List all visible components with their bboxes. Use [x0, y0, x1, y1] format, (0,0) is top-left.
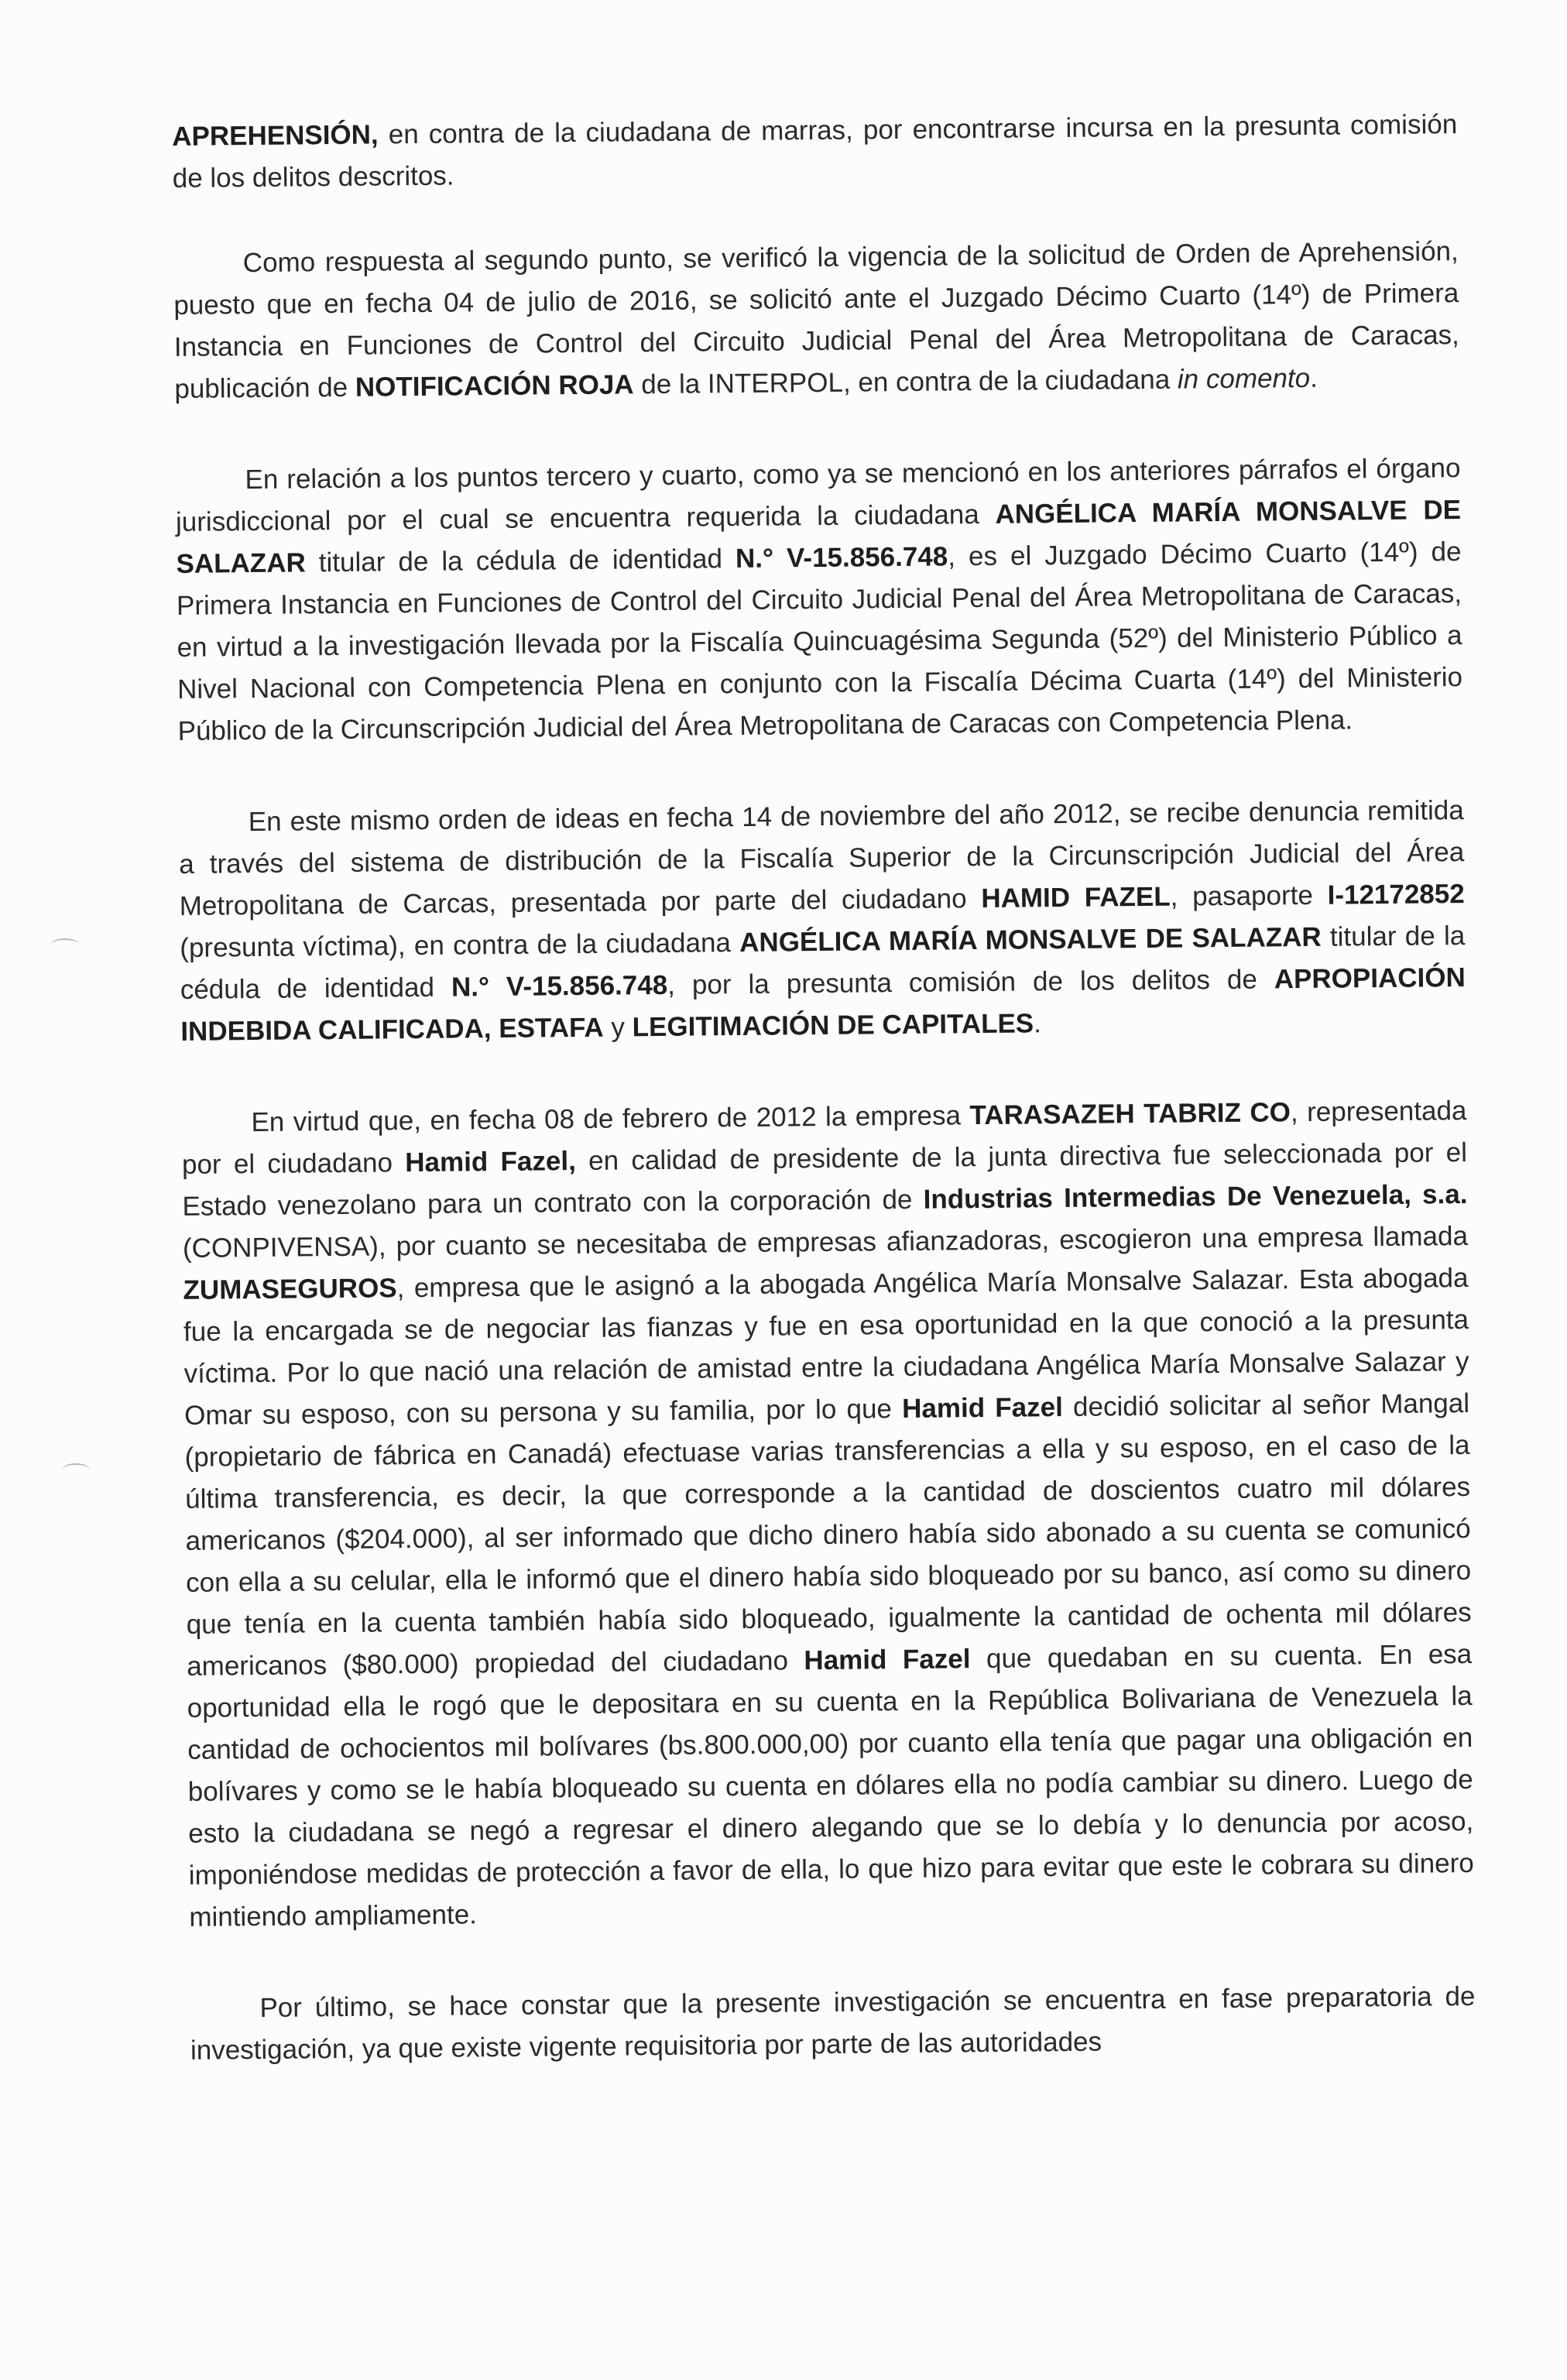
paragraph — [179, 790, 1466, 1053]
bold-text: NOTIFICACIÓN ROJA — [355, 369, 634, 403]
text-run: decidió solicitar al señor Mangal (propietario de fábrica en Canadá) efectuase varias transferencias a ella y su esposo, en el caso de la última transferencia, es decir, la que corresponde a la cantidad de doscientos cuatro mil dólares americanos ($204.000), al ser informado que dicho dinero había sido abonado a su cuenta se comunicó con ella a su celular, ella le informó que el dinero había sido bloqueado por su banco, así como su dinero que tenía en la cuenta también había sido bloqueado, igualmente la cantidad de ochenta mil dólares americanos ($80.000) propiedad del ciudadano — [184, 1387, 1472, 1682]
text-run: (CONPIVENSA), por cuanto se necesitaba de empresas afianzadoras, escogieron una empresa llamada — [182, 1220, 1469, 1264]
bold-text: APROPIACIÓN INDEBIDA CALIFICADA, ESTAFA — [180, 962, 1466, 1047]
paragraph — [181, 1090, 1474, 1939]
text-run: En este mismo orden de ideas en fecha 14 de noviembre del año 2012, se recibe denuncia remitida a través del sistema de distribución de la Fiscalía Superior de la Circunscripción Judicial del Área Metropolitana de Carcas, presentada por parte del ciudadano — [179, 795, 1465, 921]
margin-scan-mark — [62, 1463, 90, 1476]
text-run: . — [1033, 1008, 1042, 1039]
bold-text: Hamid Fazel — [804, 1644, 971, 1676]
text-run: en calidad de presidente de la junta directiva fue seleccionada por el Estado venezolano para un contrato con la corporación de — [182, 1137, 1468, 1222]
text-run: , es el Juzgado Décimo Cuarto (14º) de Primera Instancia en Funciones de Control del Circuito Judicial Penal del Área Metropolitana de Caracas, en virtud a la investigación llevada por la Fiscalía Quincuagésima Segunda (52º) del Ministerio Público a Nivel Nacional con Competencia Plena en conjunto con la Fiscalía Décima Cuarta (14º) del Ministerio Público de la Circunscripción Judicial del Área Metropolitana de Caracas con Competencia Plena. — [176, 537, 1463, 746]
text-run: En relación a los puntos tercero y cuarto, como ya se mencionó en los anteriores párrafos el órgano jurisdiccional por el cual se encuentra requerida la ciudadana — [175, 453, 1461, 537]
paragraph — [172, 104, 1458, 200]
paragraph — [190, 1976, 1476, 2072]
bold-text: Hamid Fazel, — [405, 1146, 577, 1178]
bold-text: HAMID FAZEL — [981, 881, 1171, 914]
text-run: (presunta víctima), en contra de la ciudadana — [180, 928, 740, 963]
text-run: titular de la cédula de identidad — [305, 544, 736, 578]
text-run: . — [1309, 362, 1318, 393]
text-run: , representada por el ciudadano — [181, 1096, 1467, 1180]
text-run: y — [603, 1012, 633, 1043]
bold-text: ANGÉLICA MARÍA MONSALVE DE SALAZAR — [176, 495, 1462, 579]
bold-text: Hamid Fazel — [901, 1392, 1064, 1425]
bold-text: ANGÉLICA MARÍA MONSALVE DE SALAZAR — [739, 921, 1322, 959]
bold-text: TARASAZEH TABRIZ CO — [969, 1097, 1291, 1131]
margin-scan-mark — [51, 938, 79, 951]
bold-text: I-12172852 — [1327, 879, 1465, 911]
text-run: En virtud que, en fecha 08 de febrero de 2012 la empresa — [251, 1100, 970, 1138]
text-run: , empresa que le asignó a la abogada Angélica María Monsalve Salazar. Esta abogada fue la encargada se de negociar las fianzas y fue en esa oportunidad en la que conoció a la presunta víctima. Por lo que nació una relación de amistad entre la ciudadana Angélica María Monsalve Salazar y Omar su esposo, con su persona y su familia, por lo que — [183, 1262, 1469, 1431]
bold-text: N.° V-15.856.748 — [735, 541, 948, 574]
text-run: que quedaban en su cuenta. En esa oportunidad ella le rogó que le depositara en su cuenta en la República Bolivariana de Venezuela la cantidad de ochocientos mil bolívares (bs.800.000,00) por cuanto ella tenía que pagar una obligación en bolívares y como se le había bloqueado su cuenta en dólares ella no podía cambiar su dinero. Luego de esto la ciudadana se negó a regresar el dinero alegando que se lo debía y lo denuncia por acoso, imponiéndose medidas de protección a favor de ella, lo que hizo para evitar que este le cobrara su dinero mintiendo ampliamente. — [187, 1638, 1474, 1932]
document-body — [172, 104, 1476, 2121]
bold-text: APREHENSIÓN, — [172, 119, 379, 152]
bold-text: Industrias Intermedias De Venezuela, s.a. — [923, 1179, 1468, 1215]
paragraph — [173, 231, 1460, 410]
text-run: de la INTERPOL, en contra de la ciudadana — [633, 364, 1178, 400]
italic-text: in comento — [1177, 362, 1311, 395]
bold-text: N.° V-15.856.748 — [451, 969, 668, 1003]
text-run: titular de la cédula de identidad — [180, 921, 1466, 1005]
paragraph — [175, 448, 1463, 753]
text-run: en contra de la ciudadana de marras, por encontrarse incursa en la presunta comisión de los delitos descritos. — [172, 109, 1458, 194]
text-run: Como respuesta al segundo punto, se verificó la vigencia de la solicitud de Orden de Aprehensión, puesto que en fecha 04 de julio de 2016, se solicitó ante el Juzgado Décimo Cuarto (14º) de Primera Instancia en Funciones de Control del Circuito Judicial Penal del Área Metropolitana de Caracas, publicación de — [173, 236, 1459, 404]
text-run: , pasaporte — [1170, 880, 1328, 912]
text-run: , por la presunta comisión de los delitos de — [667, 964, 1274, 1000]
text-run: Por último, se hace constar que la presente investigación se encuentra en fase preparatoria de investigación, ya que existe vigente requisitoria por parte de las autoridades — [190, 1980, 1476, 2066]
bold-text: ZUMASEGUROS — [183, 1273, 397, 1305]
bold-text: LEGITIMACIÓN DE CAPITALES — [632, 1008, 1034, 1043]
